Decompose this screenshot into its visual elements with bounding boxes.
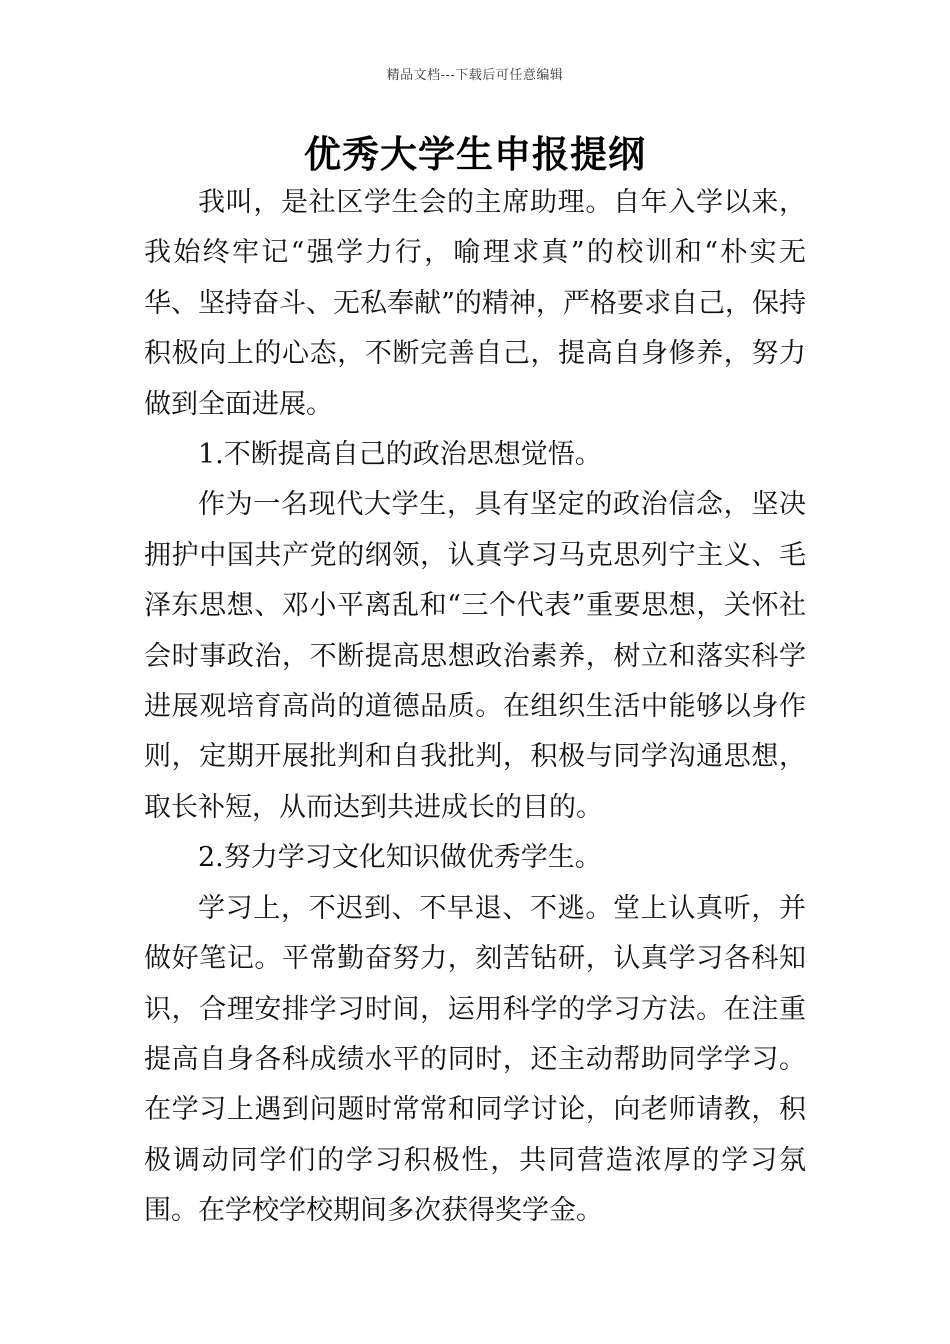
document-body [144, 178, 806, 1237]
header-note: 精品文档---下载后可任意编辑 [386, 68, 564, 83]
document-title: 优秀大学生申报提纲 [304, 133, 646, 176]
paragraph-study: 学习上，不迟到、不早退、不逃。堂上认真听，并做好笔记。平常勤奋努力，刻苦钻研，认真学习各科知识，合理安排学习时间，运用科学的学习方法。在注重提高自身各科成绩水平的同时，还主动帮助同学学习。在学习上遇到问题时常常和同学讨论，向老师请教，积极调动同学们的学习积极性，共同营造浓厚的学习氛围。在学校学校期间多次获得奖学金。 [144, 892, 806, 1227]
paragraph-political: 作为一名现代大学生，具有坚定的政治信念，坚决拥护中国共产党的纲领，认真学习马克思列宁主义、毛泽东思想、邓小平离乱和“三个代表”重要思想，关怀社会时事政治，不断提高思想政治素养，树立和落实科学进展观培育高尚的道德品质。在组织生活中能够以身作则，定期开展批判和自我批判，积极与同学沟通思想，取长补短，从而达到共进成长的目的。 [144, 489, 806, 823]
paragraph-intro: 我叫，是社区学生会的主席助理。自年入学以来，我始终牢记“强学力行，喻理求真”的校训和“朴实无华、坚持奋斗、无私奉献”的精神，严格要求自己，保持积极向上的心态，不断完善自己，提高自身修养，努力做到全面进展。 [144, 187, 806, 420]
section-heading-study: 2.努力学习文化知识做优秀学生。 [198, 842, 602, 874]
section-heading-political: 1.不断提高自己的政治思想觉悟。 [198, 439, 602, 471]
